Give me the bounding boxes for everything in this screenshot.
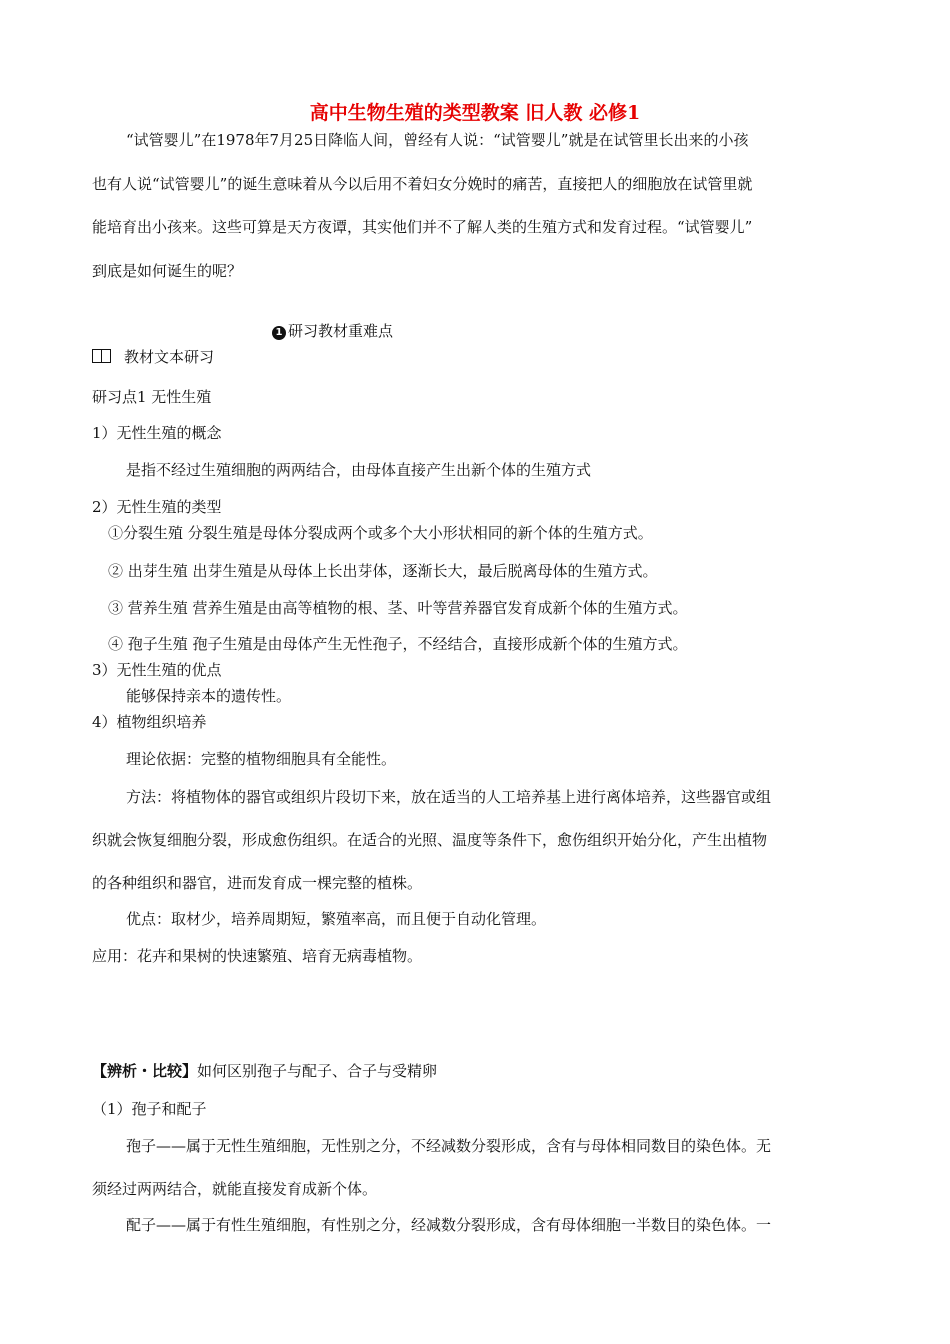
culture-theory: 理论依据：完整的植物细胞具有全能性。: [126, 750, 397, 768]
spore-line-1: 孢子——属于无性生殖细胞，无性别之分，不经减数分裂形成，含有与母体相同数目的染色体。无: [126, 1137, 772, 1155]
type-item-2: ② 出芽生殖 出芽生殖是从母体上长出芽体，逐渐长大，最后脱离母体的生殖方式。: [108, 562, 658, 580]
compare-heading-text: 如何区别孢子与配子、合子与受精卵: [197, 1062, 438, 1080]
culture-method-line-3: 的各种组织和器官，进而发育成一棵完整的植株。: [92, 874, 423, 892]
intro-line-4: 到底是如何诞生的呢？: [92, 262, 243, 280]
gamete-line-1: 配子——属于有性生殖细胞，有性别之分，经减数分裂形成，含有母体细胞一半数目的染色体。一: [126, 1216, 772, 1234]
open-book-icon: [92, 349, 112, 363]
type-item-3: ③ 营养生殖 营养生殖是由高等植物的根、茎、叶等营养器官发育成新个体的生殖方式。: [108, 599, 688, 617]
advantage-text: 能够保持亲本的遗传性。: [126, 687, 292, 705]
document-title: 高中生物生殖的类型教案 旧人教 必修1: [309, 102, 641, 124]
culture-heading: 4）植物组织培养: [92, 713, 207, 731]
types-heading: 2）无性生殖的类型: [92, 498, 222, 516]
compare-heading-label: 【辨析・比较】: [92, 1062, 198, 1080]
advantage-heading: 3）无性生殖的优点: [92, 661, 222, 679]
intro-line-1: “试管婴儿”在1978年7月25日降临人间，曾经有人说：“试管婴儿”就是在试管里长出来的小孩: [126, 131, 749, 149]
study-point-1: 研习点1 无性生殖: [92, 388, 212, 406]
culture-application: 应用：花卉和果树的快速繁殖、培育无病毒植物。: [92, 947, 423, 965]
type-item-1: ①分裂生殖 分裂生殖是母体分裂成两个或多个大小形状相同的新个体的生殖方式。: [108, 524, 653, 542]
concept-text: 是指不经过生殖细胞的两两结合，由母体直接产生出新个体的生殖方式: [126, 461, 592, 479]
spore-line-2: 须经过两两结合，就能直接发育成新个体。: [92, 1180, 378, 1198]
section-heading-text: 研习教材重难点: [288, 322, 394, 340]
compare-heading: [92, 1061, 437, 1081]
type-item-4: ④ 孢子生殖 孢子生殖是由母体产生无性孢子，不经结合，直接形成新个体的生殖方式。: [108, 635, 688, 653]
sub-heading: [92, 347, 214, 367]
culture-method-line-2: 织就会恢复细胞分裂，形成愈伤组织。在适合的光照、温度等条件下，愈伤组织开始分化，产生出植物: [92, 831, 768, 849]
culture-method-line-1: 方法：将植物体的器官或组织片段切下来，放在适当的人工培养基上进行离体培养，这些器官或组: [126, 788, 772, 806]
intro-line-2: 也有人说“试管婴儿”的诞生意味着从今以后用不着妇女分娩时的痛苦，直接把人的细胞放在试管里就: [92, 175, 753, 193]
compare-sub-heading: （1）孢子和配子: [92, 1100, 207, 1118]
intro-line-3: 能培育出小孩来。这些可算是天方夜谭，其实他们并不了解人类的生殖方式和发育过程。“试管婴儿”: [92, 218, 753, 236]
culture-merit: 优点：取材少，培养周期短，繁殖率高，而且便于自动化管理。: [126, 910, 547, 928]
numbered-bullet-icon: 1: [272, 326, 286, 340]
concept-heading: 1）无性生殖的概念: [92, 424, 222, 442]
sub-heading-text: 教材文本研习: [124, 348, 215, 366]
section-heading: [272, 321, 393, 341]
